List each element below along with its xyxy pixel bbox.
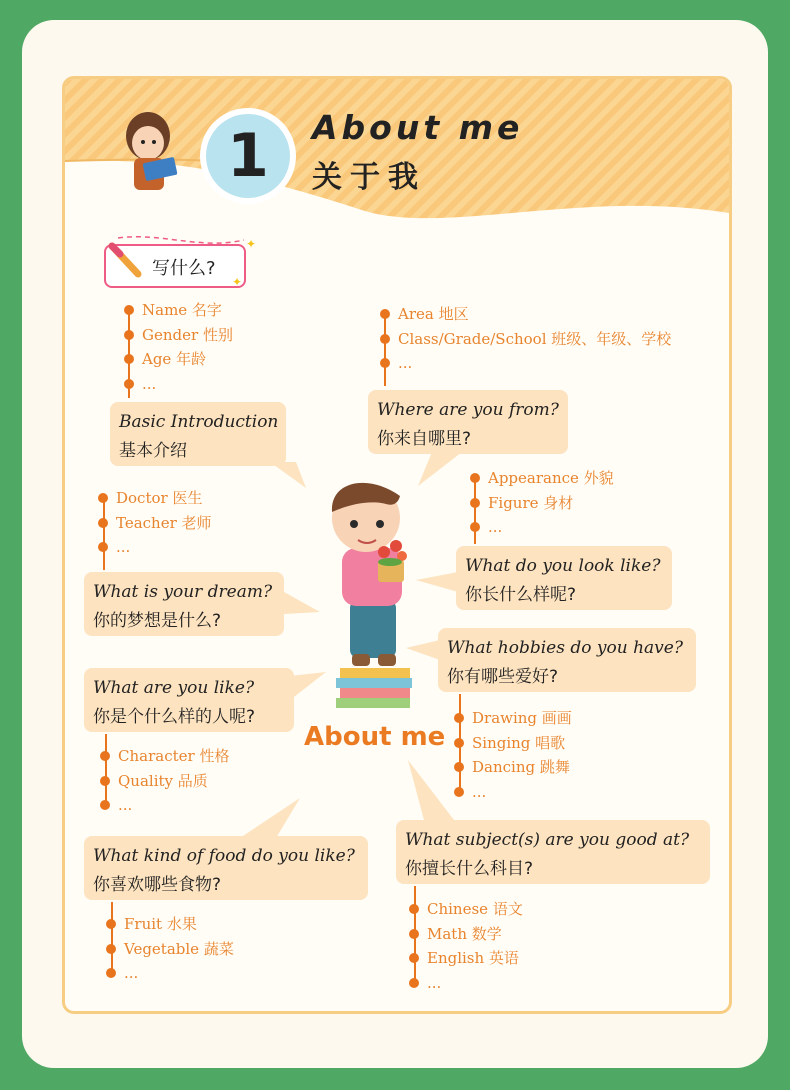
list-item: English 英语	[409, 946, 523, 971]
bubble-where-zh: 你来自哪里?	[377, 429, 472, 449]
list-food	[106, 912, 234, 986]
lesson-number: 1	[206, 114, 290, 198]
list-item: Dancing 跳舞	[454, 755, 572, 780]
list-item: ...	[106, 961, 234, 986]
bubble-like	[84, 668, 294, 732]
list-item: ...	[470, 515, 614, 540]
bubble-food-zh: 你喜欢哪些食物?	[93, 875, 222, 895]
list-item: Drawing 画画	[454, 706, 572, 731]
bubble-look-en: What do you look like?	[465, 556, 661, 576]
bubble-dream-en: What is your dream?	[93, 582, 273, 602]
list-item: Area 地区	[380, 302, 671, 327]
svg-text:✦: ✦	[232, 275, 243, 289]
bubble-basic-zh: 基本介绍	[119, 441, 187, 461]
bubble-dream-zh: 你的梦想是什么?	[93, 611, 222, 631]
list-item: ...	[380, 351, 671, 376]
list-look	[470, 466, 614, 540]
bubble-look-zh: 你长什么样呢?	[465, 585, 577, 605]
section-tag-label: 写什么?	[152, 258, 216, 279]
list-item: Age 年龄	[124, 347, 233, 372]
list-item: ...	[124, 372, 233, 397]
bubble-basic	[110, 402, 286, 466]
list-hobbies	[454, 706, 572, 804]
list-like	[100, 744, 229, 818]
list-item: ...	[98, 535, 212, 560]
bubble-basic-en: Basic Introduction	[119, 412, 279, 432]
list-item: Fruit 水果	[106, 912, 234, 937]
center-label: About me	[304, 722, 446, 752]
bubble-like-zh: 你是个什么样的人呢?	[93, 707, 256, 727]
bubble-subject	[396, 820, 710, 884]
page-subtitle: 关于我	[312, 160, 426, 195]
list-item: Appearance 外貌	[470, 466, 614, 491]
page-title: About me	[312, 108, 524, 147]
list-item: Chinese 语文	[409, 897, 523, 922]
list-basic	[124, 298, 233, 396]
bubble-dream	[84, 572, 284, 636]
list-item: Gender 性别	[124, 323, 233, 348]
list-subject	[409, 897, 523, 995]
list-item: ...	[409, 971, 523, 996]
bubble-hobbies	[438, 628, 696, 692]
bubble-hobbies-en: What hobbies do you have?	[447, 638, 683, 658]
list-item: Name 名字	[124, 298, 233, 323]
list-item: Class/Grade/School 班级、年级、学校	[380, 327, 671, 352]
bubble-look	[456, 546, 672, 610]
list-item: Vegetable 蔬菜	[106, 937, 234, 962]
bubble-like-en: What are you like?	[93, 678, 255, 698]
list-item: Teacher 老师	[98, 511, 212, 536]
bubble-where	[368, 390, 568, 454]
list-item: Character 性格	[100, 744, 229, 769]
bubble-subject-zh: 你擅长什么科目?	[405, 859, 534, 879]
list-item: Doctor 医生	[98, 486, 212, 511]
list-item: Math 数学	[409, 922, 523, 947]
list-where	[380, 302, 671, 376]
list-item: ...	[454, 780, 572, 805]
list-dream	[98, 486, 212, 560]
bubble-food-en: What kind of food do you like?	[93, 846, 355, 866]
bubble-subject-en: What subject(s) are you good at?	[405, 830, 690, 850]
bubble-where-en: Where are you from?	[377, 400, 559, 420]
list-item: Quality 品质	[100, 769, 229, 794]
list-item: Singing 唱歌	[454, 731, 572, 756]
bubble-food	[84, 836, 368, 900]
bubble-hobbies-zh: 你有哪些爱好?	[447, 667, 559, 687]
svg-text:✦: ✦	[246, 237, 257, 251]
list-item: ...	[100, 793, 229, 818]
list-item: Figure 身材	[470, 491, 614, 516]
